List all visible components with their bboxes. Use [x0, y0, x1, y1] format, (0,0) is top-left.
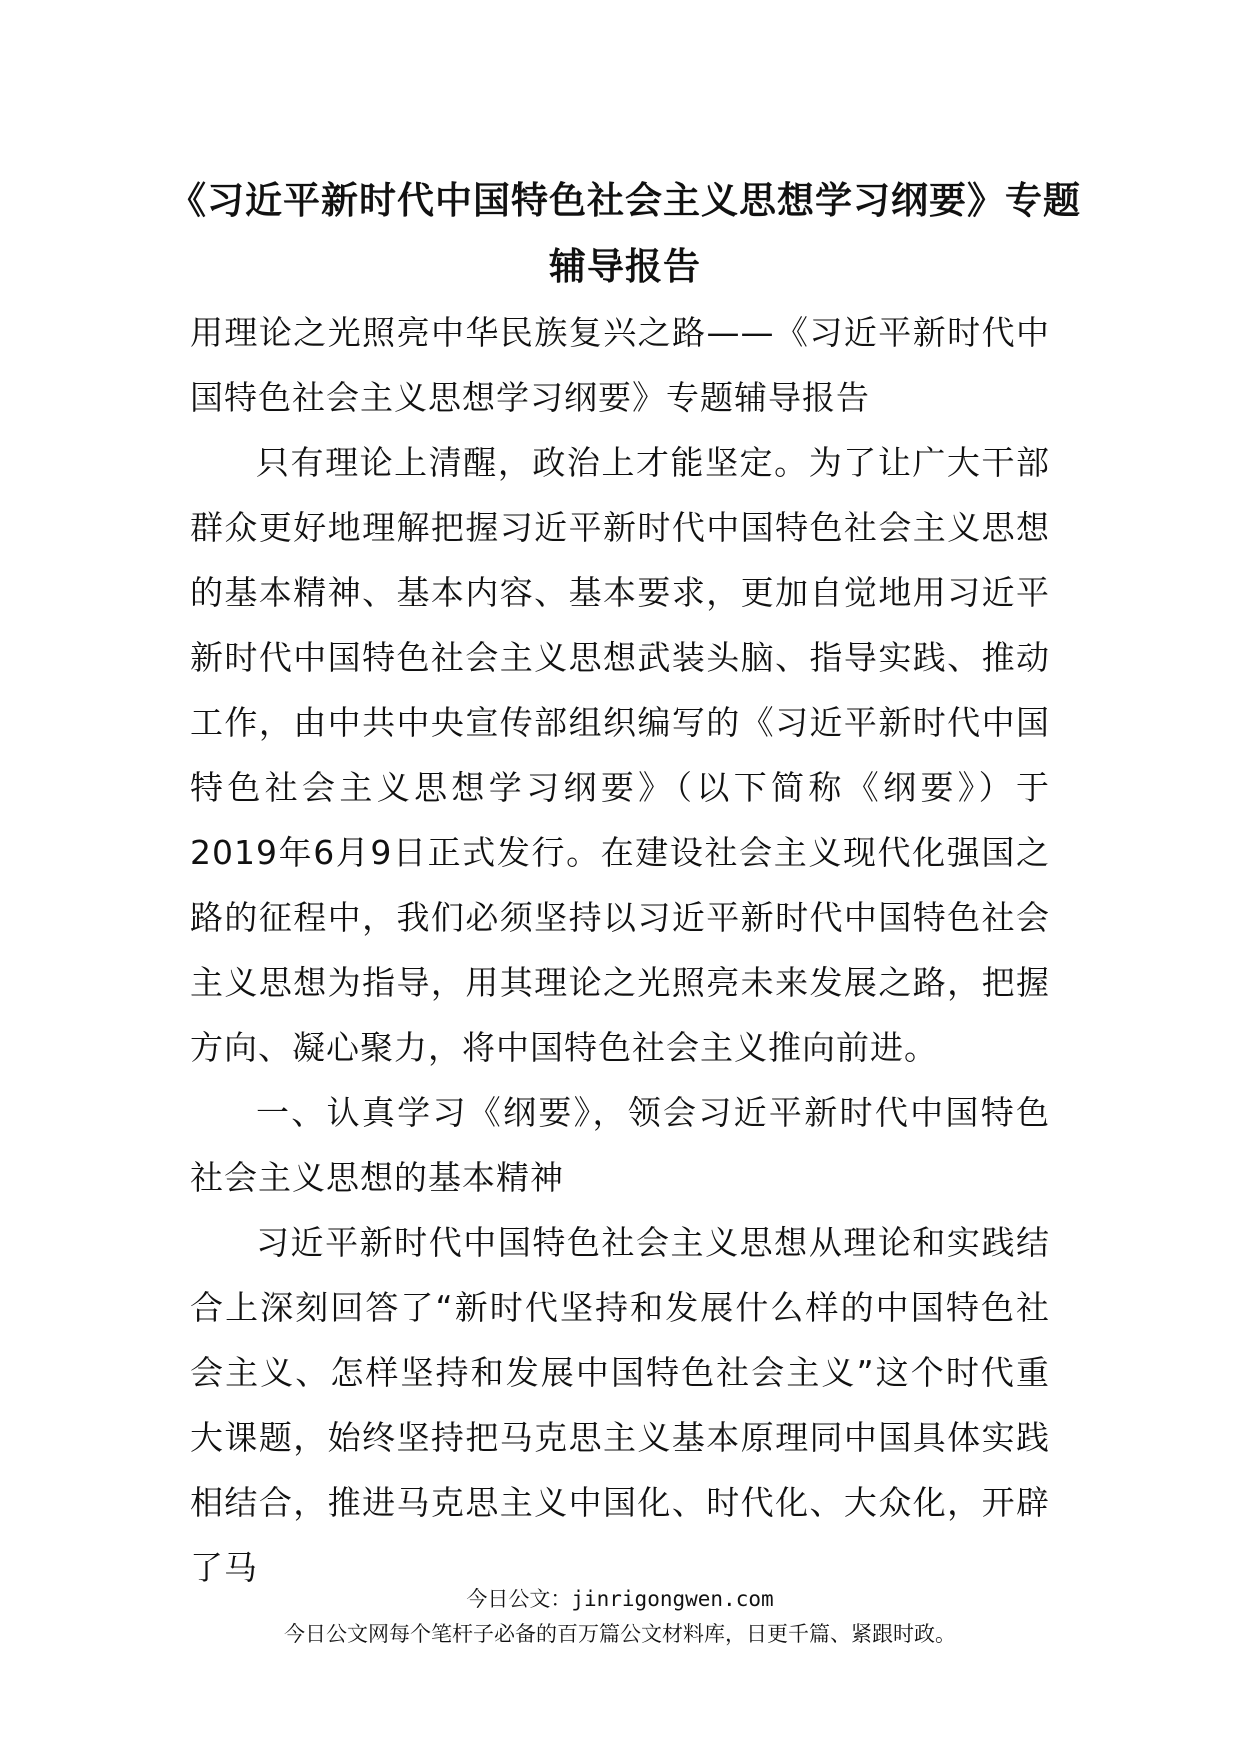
- paragraph-intro: 只有理论上清醒，政治上才能坚定。为了让广大干部群众更好地理解把握习近平新时代中国特色社会主义思想的基本精神、基本内容、基本要求，更加自觉地用习近平新时代中国特色社会主义思想武装头脑、指导实践、推动工作，由中共中央宣传部组织编写的《习近平新时代中国特色社会主义思想学习纲要》（以下简称《纲要》）于2019年6月9日正式发行。在建设社会主义现代化强国之路的征程中，我们必须坚持以习近平新时代中国特色社会主义思想为指导，用其理论之光照亮未来发展之路，把握方向、凝心聚力，将中国特色社会主义推向前进。: [190, 443, 1050, 1067]
- paragraph-section-1: 习近平新时代中国特色社会主义思想从理论和实践结合上深刻回答了“新时代坚持和发展什么样的中国特色社会主义、怎样坚持和发展中国特色社会主义”这个时代重大课题，始终坚持把马克思主义基本原理同中国具体实践相结合，推进马克思主义中国化、时代化、大众化，开辟了马: [190, 1223, 1050, 1587]
- document-body: [190, 300, 1050, 1600]
- footer-slogan: 今日公文网每个笔杆子必备的百万篇公文材料库，日更千篇、紧跟时政。: [284, 1622, 956, 1646]
- section-heading-1: 一、认真学习《纲要》，领会习近平新时代中国特色社会主义思想的基本精神: [190, 1093, 1050, 1197]
- document-subtitle: 用理论之光照亮中华民族复兴之路——《习近平新时代中国特色社会主义思想学习纲要》专题辅导报告: [190, 313, 1050, 417]
- footer-source-link[interactable]: jinrigongwen.com: [571, 1587, 774, 1611]
- document-title: 《习近平新时代中国特色社会主义思想学习纲要》专题辅导报告: [169, 179, 1081, 288]
- footer-source-label: 今日公文：: [466, 1587, 572, 1611]
- footer-source: [0, 1585, 1240, 1613]
